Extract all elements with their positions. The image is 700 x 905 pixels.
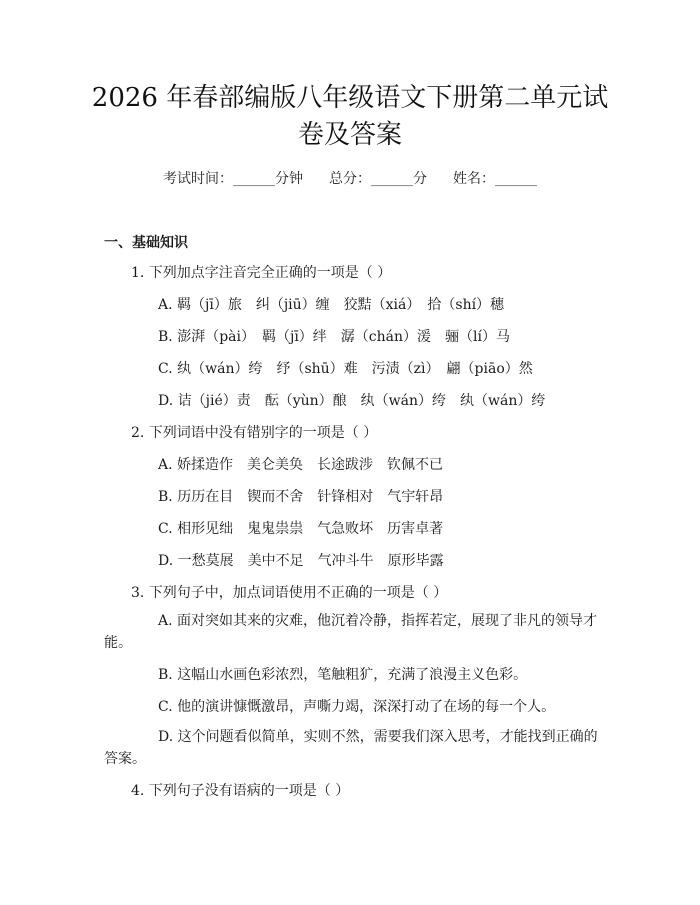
question-2-option-d: D. 一愁莫展 美中不足 气冲斗牛 原形毕露: [158, 553, 444, 569]
question-3-stem: 3. 下列句子中，加点词语使用不正确的一项是（ ）: [131, 585, 448, 601]
question-2-option-b: B. 历历在目 锲而不舍 针锋相对 气宇轩昂: [158, 489, 444, 505]
question-2-option-a: A. 娇揉造作 美仑美奂 长途跋涉 钦佩不已: [158, 457, 444, 473]
question-3-option-d: D. 这个问题看似简单，实则不然，需要我们深入思考，才能找到正确的答案。: [104, 729, 598, 767]
question-3-option-a: A. 面对突如其来的灾难，他沉着冷静，指挥若定，展现了非凡的领导才能。: [104, 613, 598, 651]
question-4-stem: 4. 下列句子没有语病的一项是（ ）: [131, 783, 350, 799]
exam-info-line: [0, 168, 700, 188]
question-3-option-b: B. 这幅山水画色彩浓烈，笔触粗犷，充满了浪漫主义色彩。: [158, 667, 528, 683]
question-2-option-c: C. 相形见绌 鬼鬼祟祟 气急败坏 历害卓著: [158, 521, 444, 537]
question-1-option-a: A. 羁（jī）旅 纠（jiū）缠 狡黠（xiá） 拾（shí）穗: [158, 297, 505, 313]
page-title: [60, 80, 640, 154]
question-1-option-d: D. 诘（jié）责 酝（yùn）酿 纨（wán）绔 纨（wán）绔: [158, 393, 546, 409]
question-1-option-c: C. 纨（wán）绔 纾（shū）难 污渍（zì） 翩（piāo）然: [158, 361, 533, 377]
title-line-1: 2026 年春部编版八年级语文下册第二单元试: [91, 83, 609, 113]
total-score-field: 总分：______分: [329, 171, 427, 187]
student-name-field: 姓名：______: [453, 171, 537, 187]
section-heading: 一、基础知识: [104, 235, 188, 251]
question-2-stem: 2. 下列词语中没有错别字的一项是（ ）: [131, 425, 378, 441]
exam-time-field: 考试时间：______分钟: [163, 171, 303, 187]
question-1-stem: 1. 下列加点字注音完全正确的一项是（ ）: [131, 265, 392, 281]
title-line-2: 卷及答案: [297, 120, 402, 150]
question-3-option-c: C. 他的演讲慷慨激昂，声嘶力竭，深深打动了在场的每一个人。: [158, 699, 556, 715]
question-1-option-b: B. 澎湃（pài） 羁（jī）绊 潺（chán）湲 骊（lí）马: [158, 329, 510, 345]
